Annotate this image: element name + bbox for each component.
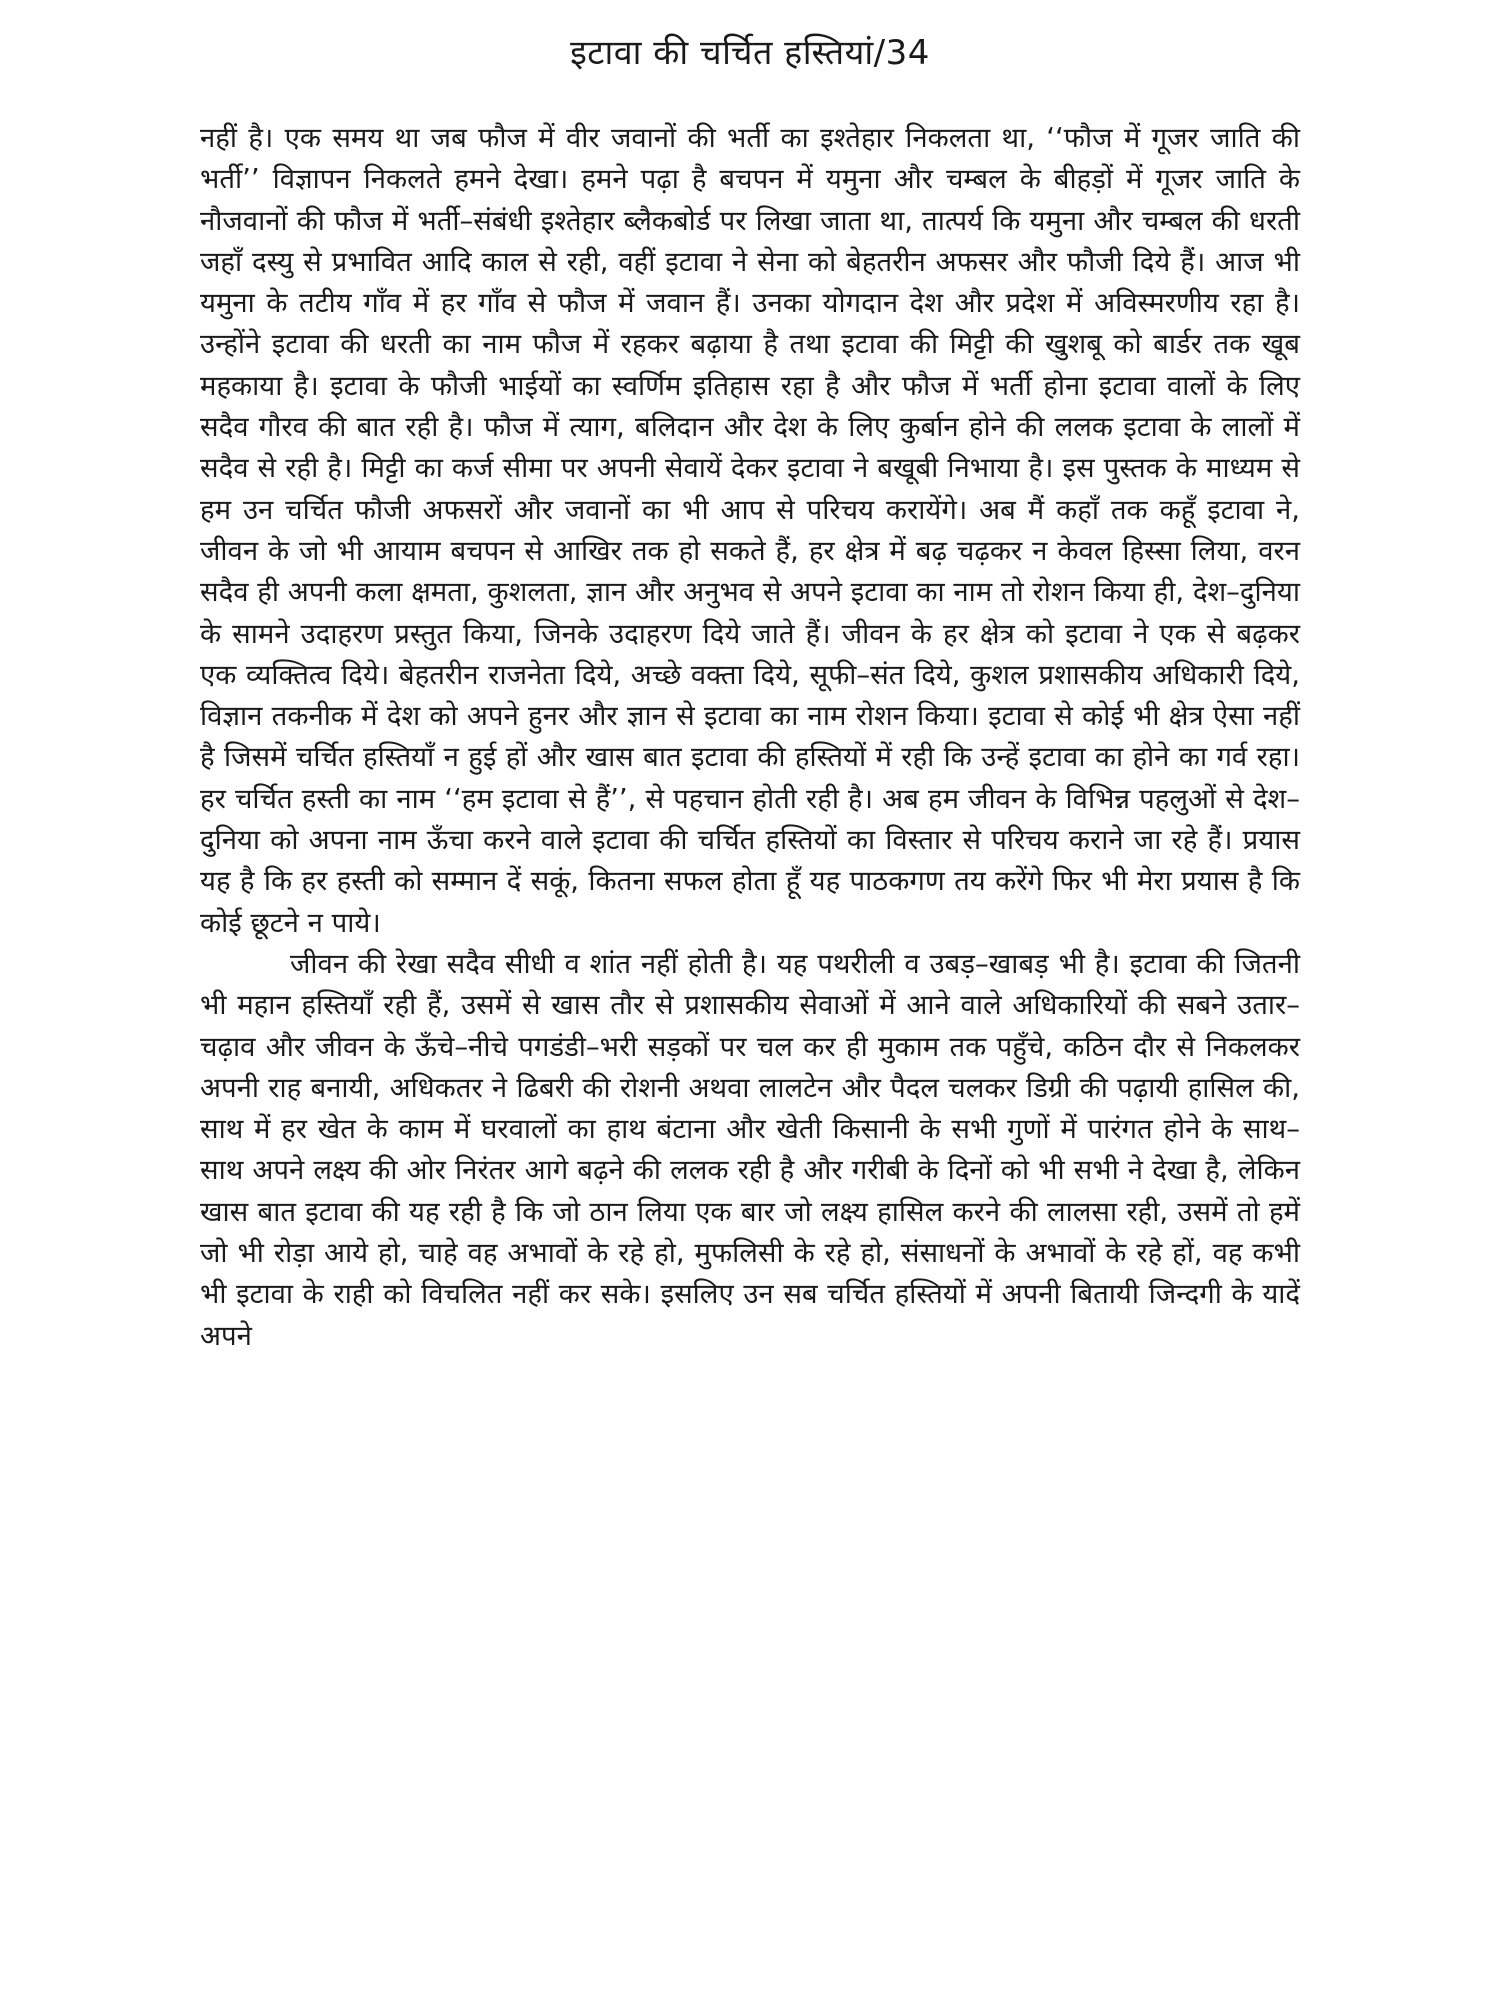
- paragraph-2: जीवन की रेखा सदैव सीधी व शांत नहीं होती है। यह पथरीली व उबड़–खाबड़ भी है। इटावा की जितनी भी महान हस्तियाँ रही हैं, उसमें से खास तौर से प्रशासकीय सेवाओं में आने वाले अधिकारियों की सबने उतार–चढ़ाव और जीवन के ऊँचे–नीचे पगडंडी–भरी सड़कों पर चल कर ही मुकाम तक पहुँचे, कठिन दौर से निकलकर अपनी राह बनायी, अधिकतर ने ढिबरी की रोशनी अथवा लालटेन और पैदल चलकर डिग्री की पढ़ायी हासिल की, साथ में हर खेत के काम में घरवालों का हाथ बंटाना और खेती किसानी के सभी गुणों में पारंगत होने के साथ–साथ अपने लक्ष्य की ओर निरंतर आगे बढ़ने की ललक रही है और गरीबी के दिनों को भी सभी ने देखा है, लेकिन खास बात इटावा की यह रही है कि जो ठान लिया एक बार जो लक्ष्य हासिल करने की लालसा रही, उसमें तो हमें जो भी रोड़ा आये हो, चाहे वह अभावों के रहे हो, मुफलिसी के रहे हो, संसाधनों के अभावों के रहे हों, वह कभी भी इटावा के राही को विचलित नहीं कर सके। इसलिए उन सब चर्चित हस्तियों में अपनी बितायी जिन्दगी के यादें अपने: [200, 947, 1300, 1352]
- page-header: इटावा की चर्चित हस्तियां/34: [570, 33, 930, 73]
- body-text: [200, 118, 1300, 1357]
- paragraph-1: नहीं है। एक समय था जब फौज में वीर जवानों की भर्ती का इश्तेहार निकलता था, ‘‘फौज में गूजर जाति की भर्ती’’ विज्ञापन निकलते हमने देखा। हमने पढ़ा है बचपन में यमुना और चम्बल के बीहड़ों में गूजर जाति के नौजवानों की फौज में भर्ती–संबंधी इश्तेहार ब्लैकबोर्ड पर लिखा जाता था, तात्पर्य कि यमुना और चम्बल की धरती जहाँ दस्यु से प्रभावित आदि काल से रही, वहीं इटावा ने सेना को बेहतरीन अफसर और फौजी दिये हैं। आज भी यमुना के तटीय गाँव में हर गाँव से फौज में जवान हैं। उनका योगदान देश और प्रदेश में अविस्मरणीय रहा है। उन्होंने इटावा की धरती का नाम फौज में रहकर बढ़ाया है तथा इटावा की मिट्टी की खुशबू को बार्डर तक खूब महकाया है। इटावा के फौजी भाईयों का स्वर्णिम इतिहास रहा है और फौज में भर्ती होना इटावा वालों के लिए सदैव गौरव की बात रही है। फौज में त्याग, बलिदान और देश के लिए कुर्बान होने की ललक इटावा के लालों में सदैव से रही है। मिट्टी का कर्ज सीमा पर अपनी सेवायें देकर इटावा ने बखूबी निभाया है। इस पुस्तक के माध्यम से हम उन चर्चित फौजी अफसरों और जवानों का भी आप से परिचय करायेंगे। अब मैं कहाँ तक कहूँ इटावा ने, जीवन के जो भी आयाम बचपन से आखिर तक हो सकते हैं, हर क्षेत्र में बढ़ चढ़कर न केवल हिस्सा लिया, वरन सदैव ही अपनी कला क्षमता, कुशलता, ज्ञान और अनुभव से अपने इटावा का नाम तो रोशन किया ही, देश–दुनिया के सामने उदाहरण प्रस्तुत किया, जिनके उदाहरण दिये जाते हैं। जीवन के हर क्षेत्र को इटावा ने एक से बढ़कर एक व्यक्तित्व दिये। बेहतरीन राजनेता दिये, अच्छे वक्ता दिये, सूफी–संत दिये, कुशल प्रशासकीय अधिकारी दिये, विज्ञान तकनीक में देश को अपने हुनर और ज्ञान से इटावा का नाम रोशन किया। इटावा से कोई भी क्षेत्र ऐसा नहीं है जिसमें चर्चित हस्तियाँ न हुई हों और खास बात इटावा की हस्तियों में रही कि उन्हें इटावा का होने का गर्व रहा। हर चर्चित हस्ती का नाम ‘‘हम इटावा से हैं’’, से पहचान होती रही है। अब हम जीवन के विभिन्न पहलुओं से देश–दुनिया को अपना नाम ऊँचा करने वाले इटावा की चर्चित हस्तियों का विस्तार से परिचय कराने जा रहे हैं। प्रयास यह है कि हर हस्ती को सम्मान दें सकूं, कितना सफल होता हूँ यह पाठकगण तय करेंगे फिर भी मेरा प्रयास है कि कोई छूटने न पाये।: [200, 122, 1300, 939]
